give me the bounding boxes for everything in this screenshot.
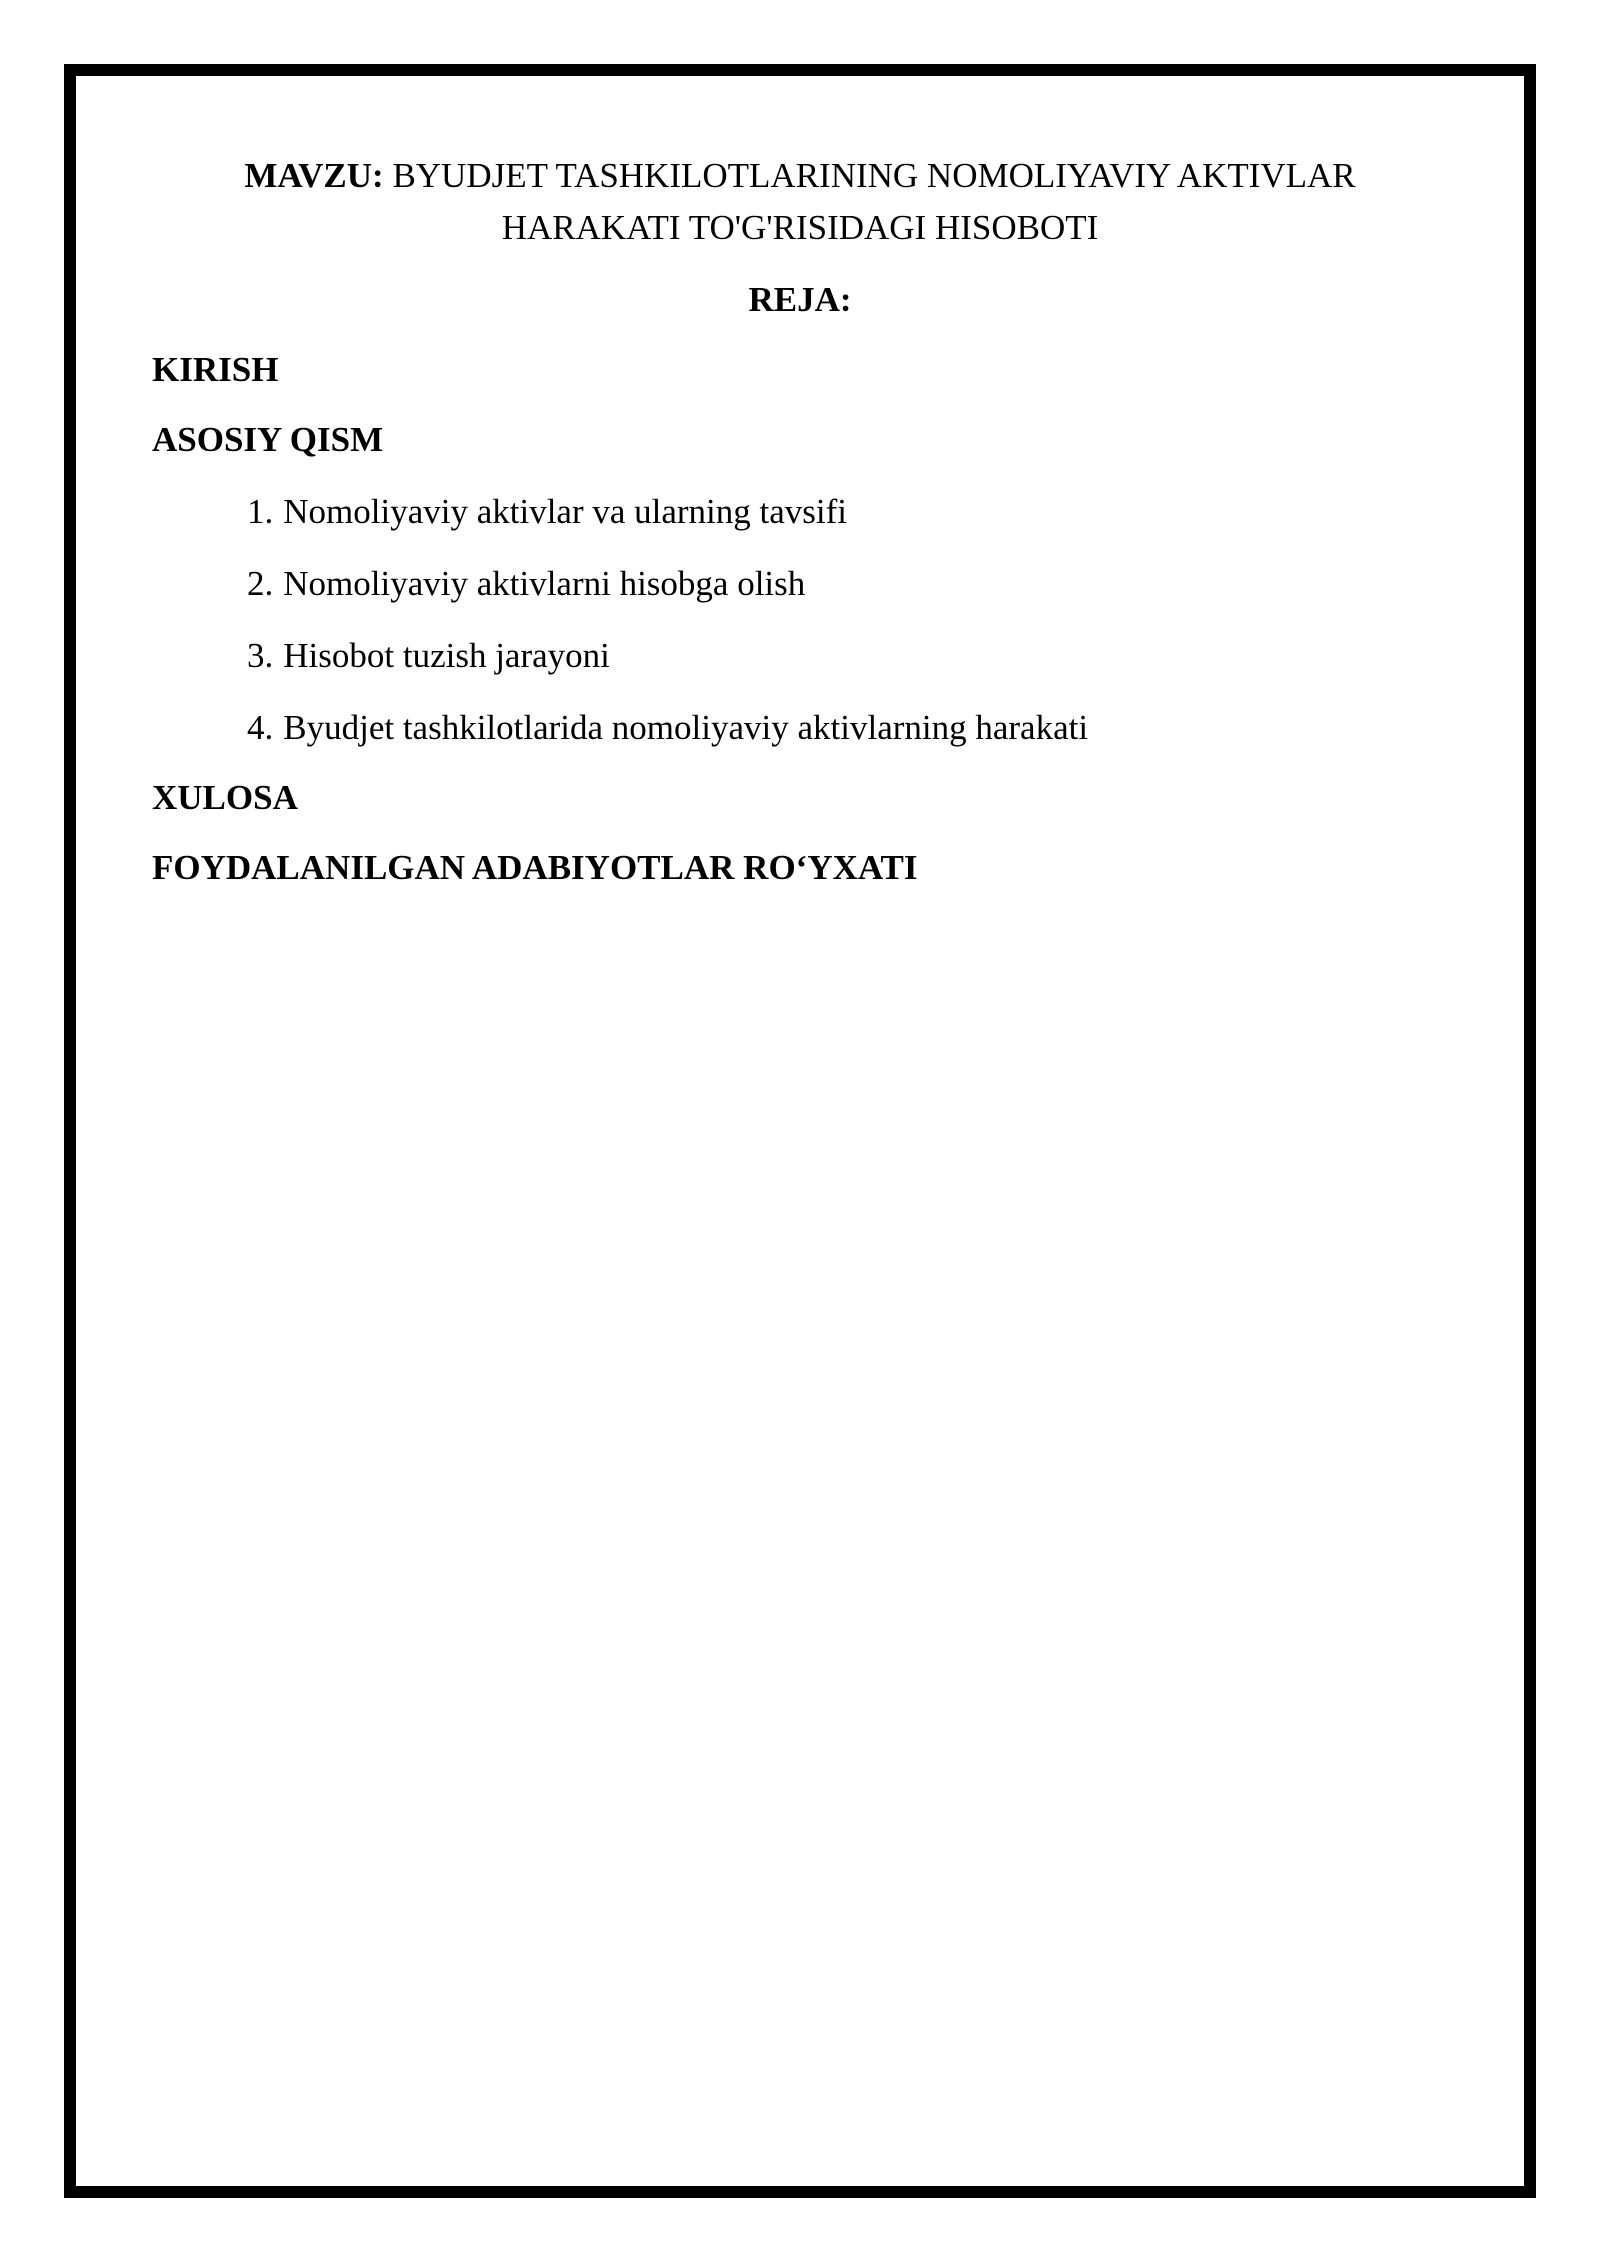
topic-text: BYUDJET TASHKILOTLARINING NOMOLIYAVIY AKTIVLAR HARAKATI TO'G'RISIDAGI HISOBOTI [392,156,1356,247]
plan-item-text: Nomoliyaviy aktivlarni hisobga olish [283,564,806,603]
topic-label: MAVZU: [244,156,384,195]
plan-list [152,486,1448,754]
plan-item-text: Hisobot tuzish jarayoni [283,636,610,675]
plan-item-number: 1. [247,492,274,531]
section-conclusion: XULOSA [152,778,298,817]
plan-item-text: Nomoliyaviy aktivlar va ularning tavsifi [283,492,848,531]
section-main-part: ASOSIY QISM [152,420,384,459]
plan-item [247,702,1448,754]
plan-item [247,558,1448,610]
plan-item-number: 4. [247,708,274,747]
topic-title [152,150,1448,254]
plan-item-number: 3. [247,636,274,675]
plan-item [247,630,1448,682]
plan-heading: REJA: [748,280,852,319]
document-content [152,150,1448,894]
plan-item-number: 2. [247,564,274,603]
plan-item [247,486,1448,538]
section-references: FOYDALANILGAN ADABIYOTLAR RO‘YXATI [152,848,918,887]
section-intro: KIRISH [152,350,279,389]
plan-item-text: Byudjet tashkilotlarida nomoliyaviy aktivlarning harakati [283,708,1089,747]
